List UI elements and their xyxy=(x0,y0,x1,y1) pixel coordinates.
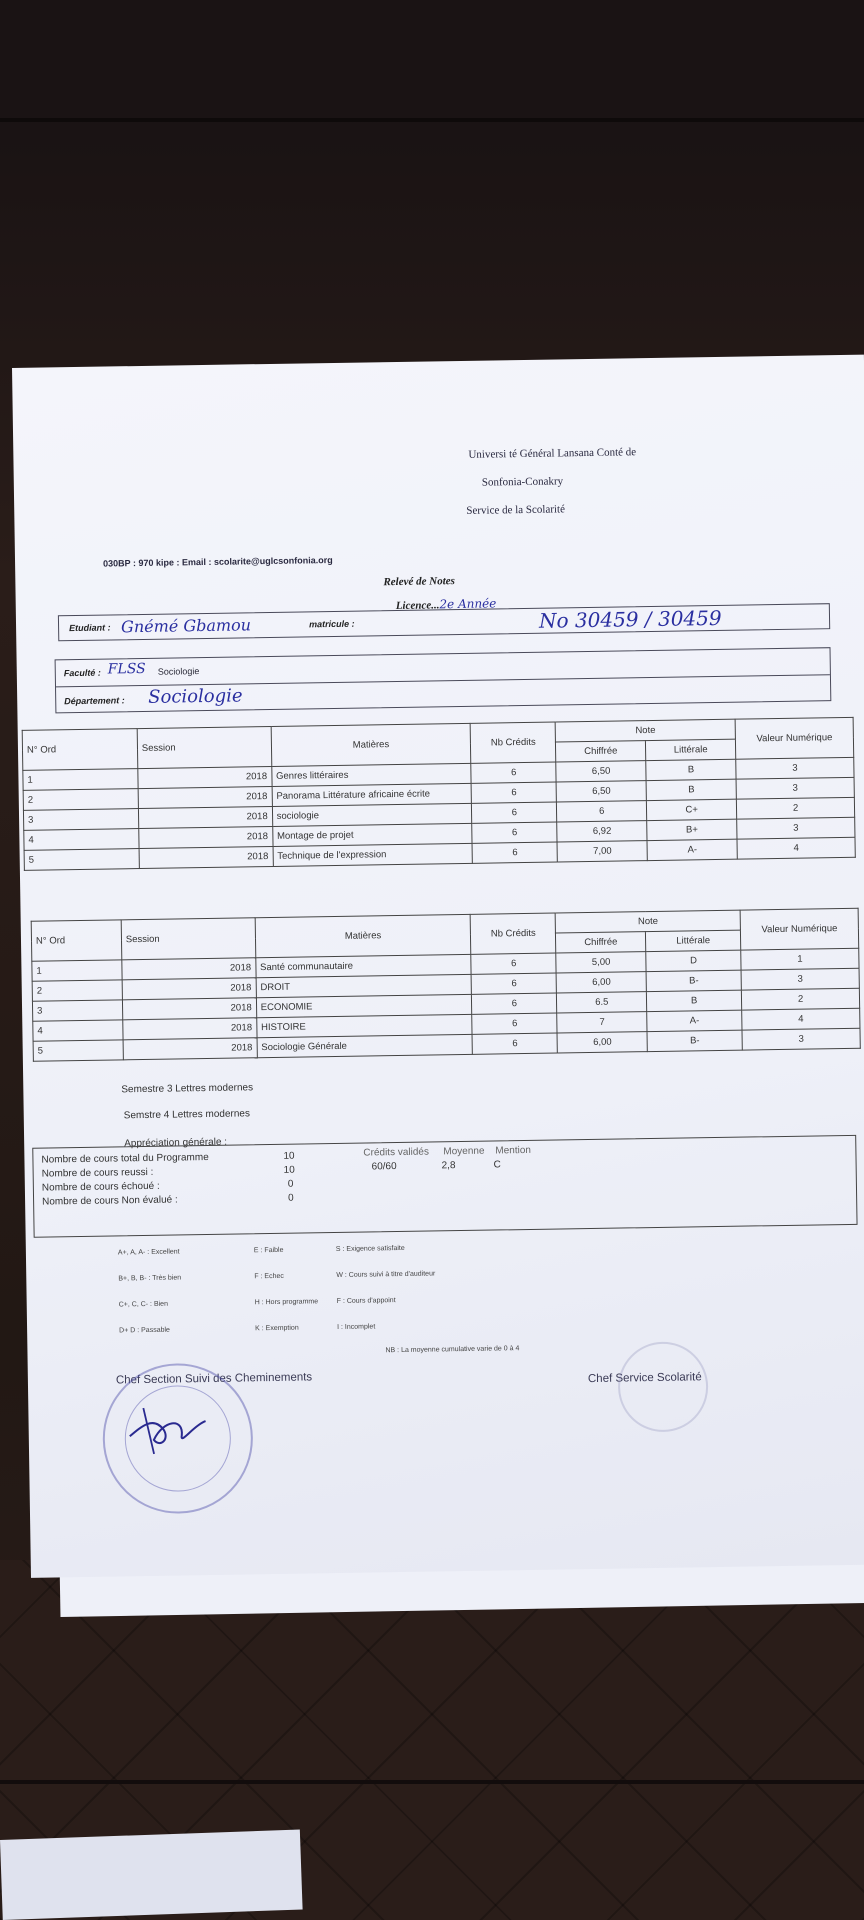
grades-table-1 xyxy=(22,717,856,871)
faculte-value: Sociologie xyxy=(157,666,200,677)
total-courses-label: Nombre de cours total du Programme xyxy=(41,1152,209,1166)
cell-litterale: C+ xyxy=(647,799,737,820)
mention-label: Mention xyxy=(495,1144,532,1157)
passed-courses-value: 10 xyxy=(283,1164,295,1176)
cell-valeur: 4 xyxy=(737,837,855,859)
cell-matiere: HISTOIRE xyxy=(256,1014,472,1037)
cover-seam xyxy=(0,1780,864,1784)
cell-valeur: 3 xyxy=(737,817,855,839)
faculte-code: FLSS xyxy=(107,660,146,678)
legend-w: W : Cours suivi à titre d'auditeur xyxy=(336,1270,436,1280)
passed-courses-label: Nombre de cours reussi : xyxy=(41,1166,154,1180)
student-label: Etudiant : xyxy=(69,622,111,634)
cell-ord: 1 xyxy=(32,960,122,981)
cell-matiere: Genres littéraires xyxy=(271,763,471,786)
legend-fc: F : Cours d'appoint xyxy=(336,1297,396,1306)
cell-ord: 3 xyxy=(32,1000,122,1021)
licence-value: 2e Année xyxy=(439,596,497,612)
cell-chiffree: 7,00 xyxy=(557,841,647,862)
legend-h: H : Hors programme xyxy=(254,1298,319,1307)
cell-chiffree: 6,00 xyxy=(556,972,646,993)
cell-chiffree: 6,00 xyxy=(557,1032,647,1053)
transcript-document xyxy=(12,355,864,1578)
cell-valeur: 3 xyxy=(741,968,859,990)
failed-courses-value: 0 xyxy=(287,1178,294,1190)
legend-d: D+ D : Passable xyxy=(119,1326,170,1335)
col-matieres: Matières xyxy=(271,723,471,766)
failed-courses-label: Nombre de cours échoué : xyxy=(41,1180,160,1194)
cell-matiere: ECONOMIE xyxy=(256,994,472,1017)
cell-ord: 1 xyxy=(23,769,138,791)
legend-s: S : Exigence satisfaite xyxy=(335,1244,405,1254)
cell-credits: 6 xyxy=(471,782,556,803)
cell-credits: 6 xyxy=(472,993,557,1014)
cell-session: 2018 xyxy=(138,766,272,788)
legend-a: A+, A, A- : Excellent xyxy=(117,1248,180,1257)
cell-litterale: A- xyxy=(647,1010,742,1031)
appreciation-label: Appréciation générale : xyxy=(124,1136,228,1150)
mention-value: C xyxy=(493,1159,501,1171)
cell-session: 2018 xyxy=(123,1038,257,1060)
summary-box xyxy=(32,1135,857,1238)
col-matieres: Matières xyxy=(255,914,471,957)
cell-litterale: B- xyxy=(647,1030,742,1051)
cell-session: 2018 xyxy=(122,998,256,1020)
col-note: Note xyxy=(555,719,735,742)
matricule-label: matricule : xyxy=(308,618,355,630)
col-valeur: Valeur Numérique xyxy=(735,717,854,759)
paper-corner xyxy=(0,1830,303,1920)
cell-litterale: B- xyxy=(646,970,741,991)
cell-ord: 4 xyxy=(24,829,139,851)
col-litterale: Littérale xyxy=(646,930,741,951)
cell-ord: 5 xyxy=(33,1040,123,1061)
matricule-value: No 30459 / 30459 xyxy=(538,605,722,633)
col-session: Session xyxy=(137,726,271,768)
dark-surface xyxy=(0,0,864,120)
signature-left-title: Chef Section Suivi des Cheminements xyxy=(115,1371,313,1387)
col-note: Note xyxy=(555,910,740,933)
cell-litterale: A- xyxy=(647,839,737,860)
col-chiffree: Chiffrée xyxy=(556,741,646,762)
cell-valeur: 4 xyxy=(742,1008,860,1030)
credits-label: Crédits validés xyxy=(363,1146,430,1159)
col-ord: N° Ord xyxy=(22,729,137,771)
cell-credits: 6 xyxy=(472,822,557,843)
grades-table-2 xyxy=(31,908,861,1062)
cell-session: 2018 xyxy=(122,978,256,1000)
cell-credits: 6 xyxy=(472,1013,557,1034)
col-litterale: Littérale xyxy=(646,739,736,760)
faculte-label: Faculté : xyxy=(63,667,101,679)
cell-credits: 6 xyxy=(472,842,557,863)
cell-session: 2018 xyxy=(139,826,273,848)
cell-chiffree: 6,50 xyxy=(556,761,646,782)
cell-matiere: DROIT xyxy=(256,974,472,997)
col-credits: Nb Crédits xyxy=(471,913,557,954)
cell-litterale: B xyxy=(646,759,736,780)
cell-valeur: 3 xyxy=(736,757,854,779)
cell-matiere: sociologie xyxy=(272,803,472,826)
cell-credits: 6 xyxy=(471,953,556,974)
cell-session: 2018 xyxy=(138,806,272,828)
unevaluated-courses-value: 0 xyxy=(287,1192,294,1204)
cell-valeur: 3 xyxy=(736,777,854,799)
cell-session: 2018 xyxy=(139,846,273,868)
service-name: Service de la Scolarité xyxy=(466,503,566,517)
cell-chiffree: 6,92 xyxy=(557,821,647,842)
cell-chiffree: 6 xyxy=(557,801,647,822)
cell-session: 2018 xyxy=(122,958,256,980)
university-location: Sonfonia-Conakry xyxy=(481,475,564,489)
cell-ord: 3 xyxy=(23,809,138,831)
licence-label: Licence... xyxy=(395,599,440,613)
moyenne-label: Moyenne xyxy=(443,1145,485,1158)
legend-f: F : Echec xyxy=(254,1272,284,1281)
departement-label: Département : xyxy=(64,695,125,707)
cell-litterale: B xyxy=(647,990,742,1011)
cell-chiffree: 7 xyxy=(557,1012,647,1033)
legend-k: K : Exemption xyxy=(255,1324,299,1333)
faculty-box xyxy=(55,647,832,713)
semester-3-note: Semestre 3 Lettres modernes xyxy=(121,1082,254,1096)
signature-right-title: Chef Service Scolarité xyxy=(587,1371,702,1386)
cell-credits: 6 xyxy=(472,802,557,823)
contact-line: 030BP : 970 kipe : Email : scolarite@uglcsonfonia.org xyxy=(103,554,333,569)
cell-litterale: B xyxy=(646,779,736,800)
col-chiffree: Chiffrée xyxy=(556,932,646,953)
student-name: Gnémé Gbamou xyxy=(120,615,252,637)
cell-chiffree: 6,50 xyxy=(556,781,646,802)
cell-matiere: Sociologie Générale xyxy=(257,1034,473,1057)
cell-ord: 5 xyxy=(24,849,139,871)
cell-chiffree: 5,00 xyxy=(556,952,646,973)
cell-litterale: B+ xyxy=(647,819,737,840)
cell-ord: 4 xyxy=(33,1020,123,1041)
departement-value: Sociologie xyxy=(148,685,243,708)
cell-valeur: 1 xyxy=(741,948,859,970)
document-title: Relevé de Notes xyxy=(383,575,455,589)
cell-session: 2018 xyxy=(123,1018,257,1040)
semester-4-note: Semstre 4 Lettres modernes xyxy=(123,1108,251,1122)
university-name: Universi té Général Lansana Conté de xyxy=(468,446,637,461)
cell-credits: 6 xyxy=(472,1033,557,1054)
cell-matiere: Montage de projet xyxy=(272,823,472,846)
cell-chiffree: 6.5 xyxy=(557,992,647,1013)
col-valeur: Valeur Numérique xyxy=(740,908,859,950)
total-courses-value: 10 xyxy=(283,1150,295,1162)
moyenne-value: 2,8 xyxy=(441,1160,456,1172)
unevaluated-courses-label: Nombre de cours Non évalué : xyxy=(42,1194,178,1208)
col-ord: N° Ord xyxy=(31,920,121,961)
cell-valeur: 2 xyxy=(741,988,859,1010)
cell-matiere: Technique de l'expression xyxy=(273,843,473,866)
cell-valeur: 2 xyxy=(736,797,854,819)
surface-edge xyxy=(0,118,864,122)
legend-nb: NB : La moyenne cumulative varie de 0 à 4 xyxy=(385,1345,520,1355)
cell-matiere: Santé communautaire xyxy=(255,954,471,977)
credits-value: 60/60 xyxy=(371,1161,397,1173)
student-box xyxy=(58,603,830,641)
legend-c: C+, C, C- : Bien xyxy=(118,1300,168,1309)
cell-matiere: Panorama Littérature africaine écrite xyxy=(272,783,472,806)
legend-e: E : Faible xyxy=(253,1246,284,1255)
cell-session: 2018 xyxy=(138,786,272,808)
cell-ord: 2 xyxy=(32,980,122,1001)
col-session: Session xyxy=(121,918,255,960)
col-credits: Nb Crédits xyxy=(470,722,556,763)
cell-litterale: D xyxy=(646,950,741,971)
faded-stamp xyxy=(617,1341,708,1432)
legend-b: B+, B, B- : Très bien xyxy=(118,1274,182,1283)
handwritten-signature xyxy=(123,1395,214,1466)
cell-ord: 2 xyxy=(23,789,138,811)
cell-credits: 6 xyxy=(471,973,556,994)
cell-valeur: 3 xyxy=(742,1028,860,1050)
cell-credits: 6 xyxy=(471,762,556,783)
legend-i: I : Incomplet xyxy=(337,1323,376,1332)
